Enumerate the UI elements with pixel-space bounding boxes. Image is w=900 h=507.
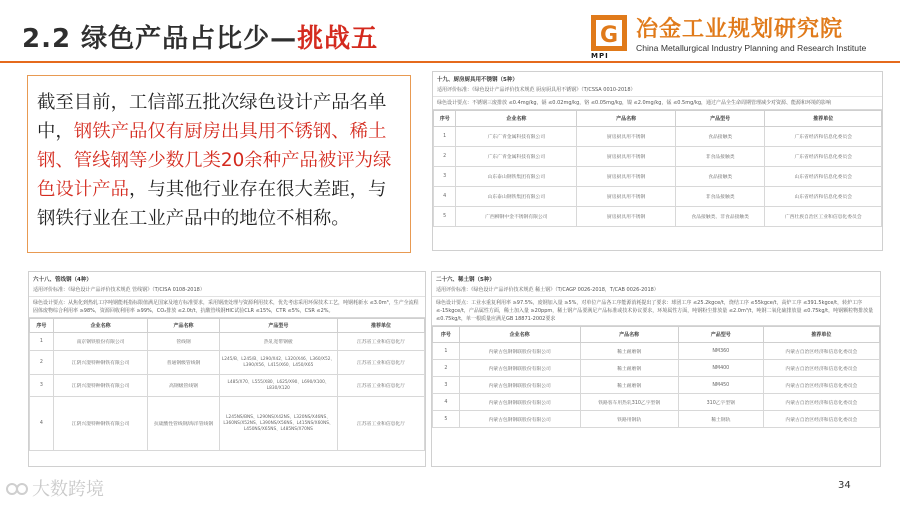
table-cell: 江阴兴澄特种钢铁有限公司 [53,351,148,375]
column-header: 产品型号 [678,327,763,343]
table-cell: 江苏省工业和信息化厅 [338,351,425,375]
table-cell: 普通钢级管线钢 [148,351,219,375]
table-cell: 5 [433,411,460,428]
table-cell: 内蒙古自治区经济和信息化委员会 [763,394,879,411]
table-row [30,375,425,397]
mpi-logo-icon [590,14,628,52]
table-cell: 铁路客车用热轧310乙字型钢 [580,394,678,411]
table-cell: 1 [30,333,54,351]
table-row [434,207,882,227]
page-number: 34 [838,480,851,491]
table-cell: NM400 [678,360,763,377]
rare-earth-steel-document [431,271,881,467]
table-cell: 3 [30,375,54,397]
table-cell: 厨房厨具用不锈钢 [577,127,676,147]
table-row [434,147,882,167]
column-header: 推荐单位 [763,327,879,343]
table-cell: 山东泰山钢铁集团有限公司 [456,167,577,187]
header-divider [0,61,900,63]
table-cell: L245NS/BNS、L290NS/X42NS、L320NS/X46NS、L360NS/X52NS、L390NS/X56NS、L415NS/X60NS、L450NS/X65NS、L485NS/X70NS [219,397,338,451]
doc-heading: 六十八、管线钢（4种） [33,277,92,283]
column-header: 序号 [433,327,460,343]
table-cell: 山东泰山钢铁集团有限公司 [456,187,577,207]
column-header: 推荐单位 [765,111,882,127]
slide-title-highlight: 挑战五 [297,24,379,54]
table-cell: 管线钢 [148,333,219,351]
table-cell: 3 [434,167,456,187]
slide-title [22,18,378,55]
doc-heading: 十九、厨房厨具用不锈钢（5种） [437,77,518,83]
table-row [30,351,425,375]
product-table [432,326,880,428]
table-cell: 非食品接触类 [675,147,765,167]
table-cell: 稀土耐磨钢 [580,343,678,360]
table-cell: 内蒙古包钢钢联股份有限公司 [459,377,580,394]
table-cell: 2 [433,360,460,377]
table-cell: 内蒙古包钢钢联股份有限公司 [459,360,580,377]
logo-chinese-name: 冶金工业规划研究院 [636,17,844,42]
table-cell: 内蒙古自治区经济和信息化委员会 [763,343,879,360]
table-header-row [30,319,425,333]
table-cell: 食品接触类 [675,127,765,147]
product-table [29,318,425,451]
institute-logo [590,12,890,60]
pipeline-steel-document [28,271,426,467]
table-cell: 江苏省工业和信息化厅 [338,333,425,351]
table-row [30,397,425,451]
watermark-logo-icon [6,481,28,497]
table-cell: 食品接触类、非食品接触类 [675,207,765,227]
table-cell: 厨房厨具用不锈钢 [577,187,676,207]
doc-standard: 适用评价标准：《绿色设计产品评价技术规范 厨房厨具用不锈钢》（T/CSSA 0010-2018） [433,86,882,97]
doc-standard: 适用评价标准：《绿色设计产品评价技术规范 管线钢》（T/CISA 0108-2018） [29,286,425,297]
column-header: 产品名称 [148,319,219,333]
column-header: 企业名称 [459,327,580,343]
table-cell: 厨房厨具用不锈钢 [577,167,676,187]
table-cell: 内蒙古包钢钢联股份有限公司 [459,411,580,428]
table-cell: 3 [433,377,460,394]
table-cell: 厨房厨具用不锈钢 [577,207,676,227]
table-cell: 1 [434,127,456,147]
column-header: 企业名称 [53,319,148,333]
table-cell: 稀土耐磨钢 [580,360,678,377]
stainless-steel-document [432,71,883,251]
table-row [30,333,425,351]
table-cell: 抗硫酸性管线钢/海洋管线钢 [148,397,219,451]
table-row [434,167,882,187]
table-cell: NM360 [678,343,763,360]
logo-mpi-text: MPI [591,52,609,60]
table-row [433,394,880,411]
table-header-row [433,327,880,343]
column-header: 企业名称 [456,111,577,127]
table-row [434,127,882,147]
table-cell: L245/B、L245/B、L290/X42、L320/X46、L360/X52、L390/X56、L415/X60、L450/X65 [219,351,338,375]
column-header: 序号 [30,319,54,333]
watermark-text: 大数跨境 [32,479,104,500]
column-header: 产品型号 [675,111,765,127]
summary-textbox [27,75,411,253]
table-cell: 稀土钢轨 [678,411,763,428]
table-cell: 山东省经济和信息化委员会 [765,187,882,207]
table-cell: 山东省经济和信息化委员会 [765,167,882,187]
table-cell: 内蒙古自治区经济和信息化委员会 [763,377,879,394]
logo-mark-letter: G [599,23,619,48]
table-cell: 江苏省工业和信息化厅 [338,375,425,397]
column-header: 序号 [434,111,456,127]
table-cell: 厨房厨具用不锈钢 [577,147,676,167]
doc-requirement: 绿色设计要点：工业水重复利用率 ≥97.5%，废钢加入量 ≥5%，对单位产品各工序能源消耗提出了要求：球团工序 ≤25.2kgce/t，烧结工序 ≤55kgce/t，高炉工序 ≤391.5kgce/t，转炉工序 ≤-15kgce/t，产品属性方面，稀土加入量 ≥20ppm，稀土钢产品要满足产品标准或技术协议要求，环境属性方面，吨钢粉尘排放量 ≤2.0m³/t，吨钢二氧化硫排放量 ≤0.75kg/t，吨钢颗粒物排放量 ≤0.75kg/t，单一根质量应满足GB 18871-2002要求 [432,297,880,326]
doc-heading: 二十六、稀土钢（5种） [436,277,495,283]
summary-text-lead: 截至目前，工信部五批次绿色设计产品名单中， [37,92,387,142]
table-cell: 内蒙古自治区经济和信息化委员会 [763,360,879,377]
column-header: 产品型号 [219,319,338,333]
table-cell: 广东省经济和信息化委员会 [765,147,882,167]
table-cell: L485/X70、L555/X80、L625/X90、L690/X100、L830/X120 [219,375,338,397]
table-cell: 4 [433,394,460,411]
table-cell: 南京钢铁股份有限公司 [53,333,148,351]
table-cell: 铁路用钢轨 [580,411,678,428]
table-cell: 非食品接触类 [675,187,765,207]
table-cell: 江苏省工业和信息化厅 [338,397,425,451]
table-cell: 4 [434,187,456,207]
doc-requirement: 绿色设计要点：从焦化到热轧工序吨钢能耗指标限值满足国家及地方标准要求，采用钢渣处理与资源利用技术，优先考虑采用环保技术工艺，吨钢耗新水 ≤3.0m³，生产全流程固体废物综合利用率 ≥98%，资源回收利用率 ≥99%，CO₂排放 ≤2.0t/t，抗酸管线钢HIC试验CLR ≤15%，CTR ≤5%，CSR ≤2%。 [29,297,425,318]
column-header: 产品名称 [577,111,676,127]
table-cell: 内蒙古包钢钢联股份有限公司 [459,343,580,360]
table-cell: 江阴兴澄特种钢铁有限公司 [53,397,148,451]
table-row [433,377,880,394]
table-cell: 2 [434,147,456,167]
table-row [433,343,880,360]
table-row [433,411,880,428]
table-cell: 热轧宽带钢板 [219,333,338,351]
doc-standard: 适用评价标准：《绿色设计产品评价技术规范 稀土钢》（T/CAGP 0026-2018，T/CAB 0026-2018） [432,286,880,297]
column-header: 产品名称 [580,327,678,343]
table-cell: 内蒙古自治区经济和信息化委员会 [763,411,879,428]
table-cell: 310乙字型钢 [678,394,763,411]
table-cell: 江阴兴澄特种钢铁有限公司 [53,375,148,397]
table-row [434,187,882,207]
table-row [433,360,880,377]
table-cell: NM450 [678,377,763,394]
slide-title-prefix: 2.2 绿色产品占比少— [22,24,298,54]
table-cell: 4 [30,397,54,451]
table-cell: 广西壮族自治区工业和信息化委员会 [765,207,882,227]
summary-text-highlight: 钢铁产品仅有厨房出具用不锈钢、稀土钢、管线钢等少数几类20余种产品被评为绿色设计产品 [37,121,392,200]
table-cell: 广西柳钢中金不锈钢有限公司 [456,207,577,227]
doc-requirement: 绿色设计要点：不锈钢三废排放 ≤0.4mg/kg，镉 ≤0.02mg/kg，铬 ≤0.05mg/kg，镍 ≤2.0mg/kg，锰 ≤0.5mg/kg，通过产品全生命周期管理减少对资源、能源和环境的影响 [433,97,882,110]
table-cell: 高钢级管线钢 [148,375,219,397]
table-cell: 广东广青金属科技有限公司 [456,147,577,167]
table-cell: 广东省经济和信息化委员会 [765,127,882,147]
table-cell: 食品接触类 [675,167,765,187]
table-cell: 2 [30,351,54,375]
logo-english-name: China Metallurgical Industry Planning and Research Institute [636,43,867,53]
summary-text-tail: ，与其他行业存在很大差距，与钢铁行业在工业产品中的地位不相称。 [37,179,387,229]
table-cell: 稀土耐磨钢 [580,377,678,394]
table-cell: 5 [434,207,456,227]
column-header: 推荐单位 [338,319,425,333]
table-cell: 1 [433,343,460,360]
table-cell: 内蒙古包钢钢联股份有限公司 [459,394,580,411]
product-table [433,110,882,227]
table-cell: 广东广青金属科技有限公司 [456,127,577,147]
table-header-row [434,111,882,127]
watermark [6,475,104,501]
